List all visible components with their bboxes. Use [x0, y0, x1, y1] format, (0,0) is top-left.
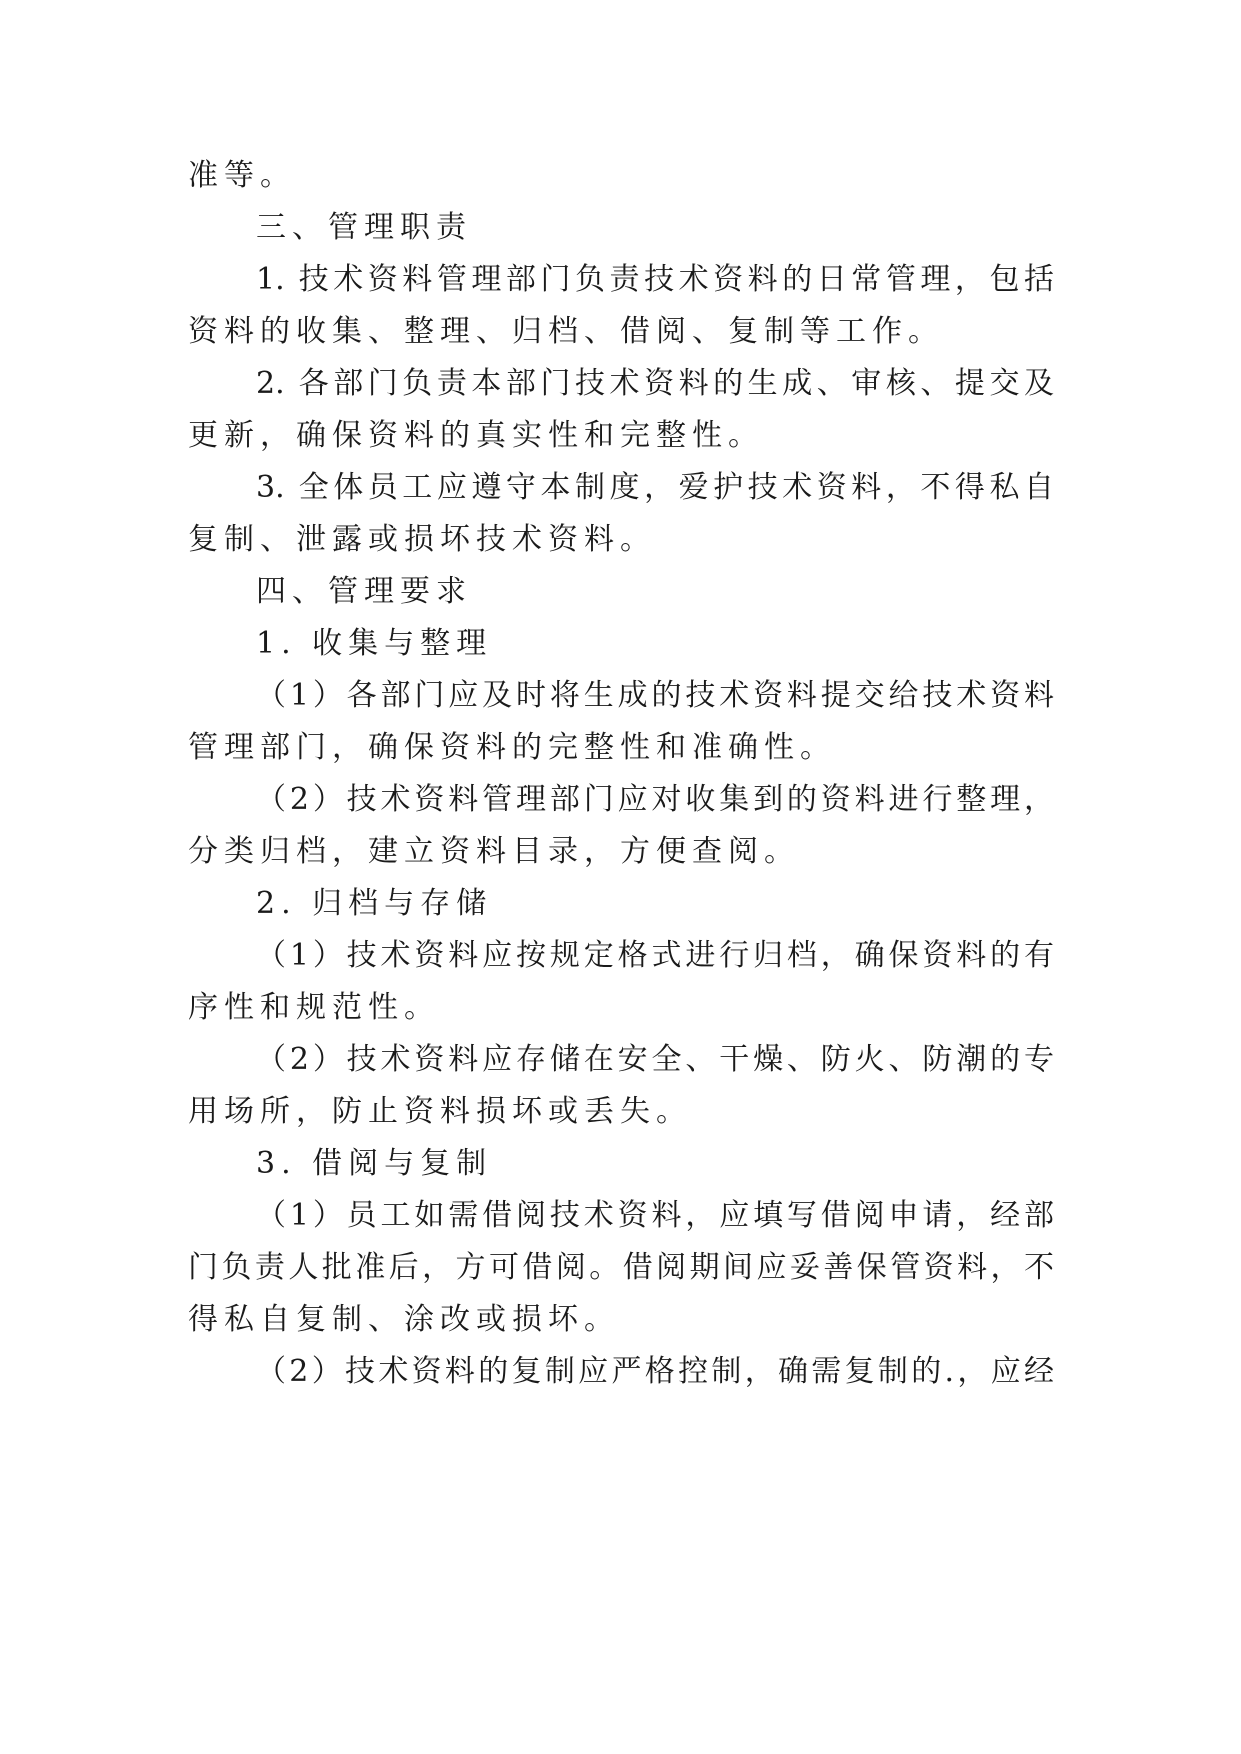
paragraph-line: 准等。: [188, 158, 296, 193]
paragraph-line: （1）员工如需借阅技术资料，应填写借阅申请，经部: [256, 1198, 1054, 1233]
paragraph-line: 得私自复制、涂改或损坏。: [188, 1302, 620, 1337]
paragraph-line: 管理部门，确保资料的完整性和准确性。: [188, 730, 836, 765]
subsection-heading: 1. 收集与整理: [256, 626, 493, 661]
paragraph-line: 分类归档，建立资料目录，方便查阅。: [188, 834, 800, 869]
paragraph-line: 1. 技术资料管理部门负责技术资料的日常管理，包括: [256, 262, 1054, 297]
paragraph-line: 复制、泄露或损坏技术资料。: [188, 522, 656, 557]
paragraph-line: （1）技术资料应按规定格式进行归档，确保资料的有: [256, 938, 1054, 973]
paragraph-line: 资料的收集、整理、归档、借阅、复制等工作。: [188, 314, 944, 349]
paragraph-line: 用场所，防止资料损坏或丢失。: [188, 1094, 692, 1129]
paragraph-line: 2. 各部门负责本部门技术资料的生成、审核、提交及: [256, 366, 1054, 401]
paragraph-line: 更新，确保资料的真实性和完整性。: [188, 418, 764, 453]
paragraph-line: 3. 全体员工应遵守本制度，爱护技术资料，不得私自: [256, 470, 1054, 505]
paragraph-line: （2）技术资料的复制应严格控制，确需复制的.，应经: [256, 1354, 1054, 1389]
paragraph-line: （2）技术资料管理部门应对收集到的资料进行整理，: [256, 782, 1054, 817]
paragraph-line: 门负责人批准后，方可借阅。借阅期间应妥善保管资料，不: [188, 1250, 1054, 1285]
subsection-heading: 2. 归档与存储: [256, 886, 493, 921]
paragraph-line: （2）技术资料应存储在安全、干燥、防火、防潮的专: [256, 1042, 1054, 1077]
section-heading: 三、管理职责: [256, 210, 472, 245]
paragraph-line: 序性和规范性。: [188, 990, 440, 1025]
paragraph-line: （1）各部门应及时将生成的技术资料提交给技术资料: [256, 678, 1054, 713]
subsection-heading: 3. 借阅与复制: [256, 1146, 493, 1181]
section-heading: 四、管理要求: [256, 574, 472, 609]
